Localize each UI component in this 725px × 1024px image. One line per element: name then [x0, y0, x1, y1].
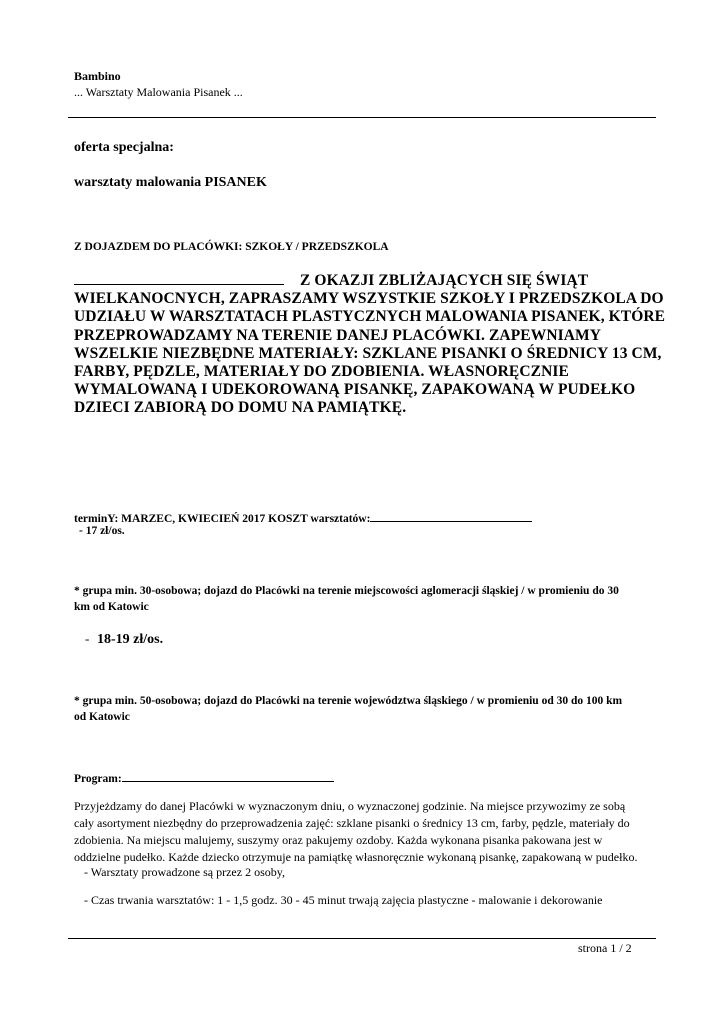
- program-line-1: Przyjeżdzamy do danej Placówki w wyznaczonym dniu, o wyznaczonej godzinie. Na miejsce przywozimy ze sobą: [74, 799, 626, 813]
- program-line-4: oddzielne pudełko. Każde dziecko otrzymuje na pamiątkę własnoręcznie wykonaną pisankę, zapakowaną w pudełko.: [74, 850, 638, 864]
- intro-line-3: UDZIAŁU W WARSZTATACH PLASTYCZNYCH MALOWANIA PISANEK, KTÓRE: [74, 308, 666, 326]
- intro-line-5: WSZELKIE NIEZBĘDNE MATERIAŁY: SZKLANE PISANKI O ŚREDNICY 13 CM,: [74, 344, 662, 362]
- intro-line-2: WIELKANOCNYCH, ZAPRASZAMY WSZYSTKIE SZKOŁY I PRZEDSZKOLA DO: [74, 290, 664, 308]
- intro-line-6: FARBY, PĘDZLE, MATERIAŁY DO ZDOBIENIA. WŁASNORĘCZNIE: [74, 363, 569, 381]
- program-label: Program:: [74, 773, 122, 785]
- intro-line-4: PRZEPROWADZAMY NA TERENIE DANEJ PLACÓWKI. ZAPEWNIAMY: [74, 326, 602, 344]
- program-line-3: zdobienia. Na miejscu malujemy, suszymy oraz pakujemy ozdoby. Każda wykonana pisanka pakowana jest w: [74, 833, 603, 847]
- offer-label: oferta specjalna:: [74, 140, 174, 155]
- intro-line-1: Z OKAZJI ZBLIŻAJĄCYCH SIĘ ŚWIĄT: [300, 272, 589, 289]
- header-divider: [68, 117, 656, 118]
- group-1-line-2: km od Katowic: [74, 601, 149, 613]
- intro-paragraph: [74, 272, 674, 418]
- group-2-line-2: od Katowic: [74, 711, 130, 723]
- intro-blank-line: [74, 273, 284, 285]
- offer-title: warsztaty malowania PISANEK: [74, 175, 267, 190]
- program-bullet-1: - Warsztaty prowadzone są przez 2 osoby,: [84, 865, 285, 879]
- footer-divider: [68, 938, 656, 939]
- intro-line-8: DZIECI ZABIORĄ DO DOMU NA PAMIĄTKĘ.: [74, 399, 407, 417]
- intro-line-7: WYMALOWANĄ I UDEKOROWANĄ PISANKĘ, ZAPAKOWANĄ W PUDEŁKO: [74, 381, 636, 399]
- program-label-line: [74, 770, 334, 785]
- terms-blank-line: [370, 510, 532, 522]
- program-bullet-2: - Czas trwania warsztatów: 1 - 1,5 godz. 30 - 45 minut trwają zajęcia plastyczne - malowanie i dekorowanie: [84, 893, 603, 907]
- terms-line: [74, 510, 532, 525]
- program-line-2: cały asortyment niezbędny do przeprowadzenia zajęć: szklane pisanki o średnicy 13 cm, farby, pędzle, materiały do: [74, 816, 630, 830]
- company-tagline: ... Warsztaty Malowania Pisanek ...: [74, 85, 243, 99]
- group-1-line-1: * grupa min. 30-osobowa; dojazd do Placówki na terenie miejscowości aglomeracji śląskiej / w promieniu do 30: [74, 585, 619, 597]
- price-2: 18-19 zł/os.: [97, 632, 164, 647]
- terms-text: terminY: MARZEC, KWIECIEŃ 2017 KOSZT warsztatów:: [74, 513, 371, 525]
- price-2-dash: -: [85, 631, 90, 646]
- page-number: strona 1 / 2: [578, 941, 632, 955]
- offer-travel: Z DOJAZDEM DO PLACÓWKI: SZKOŁY / PRZEDSZKOLA: [74, 241, 389, 253]
- program-paragraph: [74, 798, 637, 866]
- company-name: Bambino: [74, 69, 121, 83]
- program-blank-line: [122, 770, 334, 782]
- price-1: - 17 zł/os.: [79, 525, 125, 537]
- group-2-line-1: * grupa min. 50-osobowa; dojazd do Placówki na terenie województwa śląskiego / w promieniu od 30 do 100 km: [74, 695, 623, 707]
